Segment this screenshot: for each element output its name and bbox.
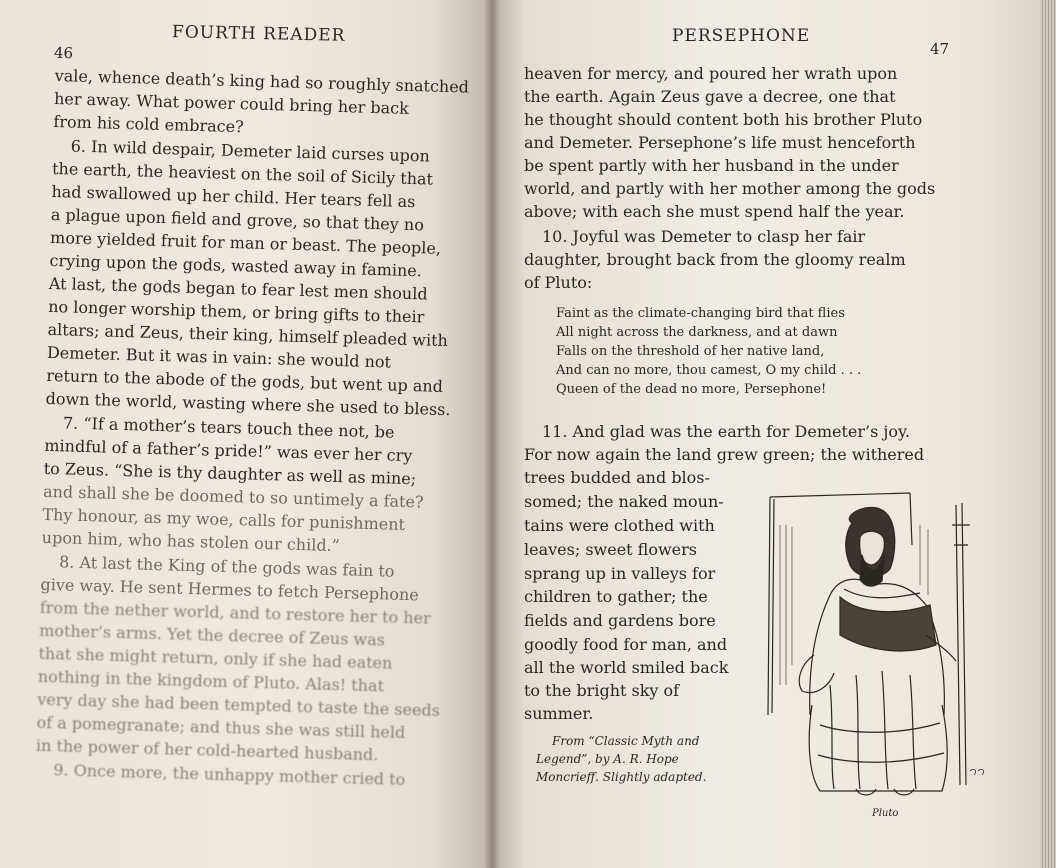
text-line: Demeter. But it was in vain: she would not: [46, 342, 392, 372]
text-line: 10. Joyful was Demeter to clasp her fair: [542, 227, 866, 246]
text-line: all the world smiled back: [524, 658, 729, 677]
text-line: vale, whence death’s king had so roughly snatched: [54, 66, 470, 97]
text-line: her away. What power could bring her back: [53, 88, 410, 118]
text-line: 8. At last the King of the gods was fain to: [58, 552, 395, 581]
text-line: children to gather; the: [524, 587, 708, 606]
text-line: somed; the naked moun-: [524, 492, 724, 511]
text-line: altars; and Zeus, their king, himself pleaded with: [47, 319, 449, 351]
illustration-caption: Pluto: [872, 808, 899, 819]
text-line: 7. “If a mother’s tears touch thee not, be: [62, 413, 395, 442]
text-line: mindful of a father’s pride!” was ever her cry: [44, 435, 413, 466]
left-page: [0, 0, 492, 868]
poem-line: And can no more, thou camest, O my child . . .: [556, 363, 862, 378]
text-line: daughter, brought back from the gloomy realm: [524, 250, 906, 269]
poem-line: All night across the darkness, and at dawn: [556, 325, 838, 340]
text-line: return to the abode of the gods, but went up and: [46, 365, 444, 396]
text-line: from the nether world, and to restore her to her: [39, 597, 431, 628]
right-page: [492, 0, 1040, 868]
left-page-text: [35, 66, 480, 790]
text-line: At last, the gods began to fear lest men should: [48, 273, 428, 304]
text-line: very day she had been tempted to taste the seeds: [37, 689, 441, 720]
text-line: and shall she be doomed to so untimely a fate?: [42, 481, 424, 512]
poem-line: Queen of the dead no more, Persephone!: [556, 382, 827, 397]
text-line: and Demeter. Persephone’s life must henceforth: [524, 133, 916, 152]
text-line: leaves; sweet flowers: [524, 540, 698, 559]
text-line: sprang up in valleys for: [524, 564, 716, 583]
source-credit: From “Classic Myth and: [552, 734, 700, 748]
text-line: he thought should content both his brother Pluto: [524, 110, 923, 129]
text-line: to Zeus. “She is thy daughter as well as mine;: [43, 458, 417, 489]
text-line: 6. In wild despair, Demeter laid curses upon: [70, 136, 431, 166]
text-line: Thy honour, as my woe, calls for punishment: [42, 504, 406, 534]
text-line: in the power of her cold-hearted husband.: [35, 735, 379, 765]
text-line: trees budded and blos-: [524, 468, 710, 487]
text-line: 9. Once more, the unhappy mother cried to: [53, 760, 406, 790]
text-line: from his cold embrace?: [53, 111, 244, 137]
source-credit: Legend”, by A. R. Hope: [536, 752, 679, 766]
right-page-number: 47: [930, 40, 950, 58]
text-line: summer.: [524, 704, 594, 723]
text-line: goodly food for man, and: [524, 635, 728, 654]
text-line: mother’s arms. Yet the decree of Zeus was: [38, 620, 386, 650]
text-line: that she might return, only if she had eaten: [38, 643, 393, 673]
text-line: be spent partly with her husband in the under: [524, 156, 899, 175]
text-line: to the bright sky of: [524, 681, 680, 700]
page-edges: [1040, 0, 1056, 868]
text-line: tains were clothed with: [524, 516, 715, 535]
poem-line: Faint as the climate-changing bird that flies: [556, 306, 845, 321]
pluto-illustration: [760, 485, 988, 803]
text-line: above; with each she must spend half the year.: [524, 202, 905, 221]
text-line: fields and gardens bore: [524, 611, 716, 630]
book-gutter: [484, 0, 500, 868]
text-line: heaven for mercy, and poured her wrath upon: [524, 64, 898, 83]
right-running-head: PERSEPHONE: [672, 26, 811, 46]
left-page-number: 46: [53, 43, 74, 63]
text-line: more yielded fruit for man or beast. The people,: [49, 227, 442, 258]
text-line: world, and partly with her mother among the gods: [524, 179, 936, 198]
text-line: of a pomegranate; and thus she was still held: [36, 712, 406, 743]
text-line: crying upon the gods, wasted away in famine.: [49, 250, 423, 281]
left-running-head: FOURTH READER: [171, 22, 346, 46]
text-line: of Pluto:: [524, 273, 593, 292]
text-line: nothing in the kingdom of Pluto. Alas! that: [37, 666, 385, 696]
text-line: give way. He sent Hermes to fetch Persephone: [40, 574, 420, 605]
text-line: For now again the land grew green; the withered: [524, 445, 925, 464]
text-line: the earth. Again Zeus gave a decree, one that: [524, 87, 896, 106]
poem-line: Falls on the threshold of her native land,: [556, 344, 825, 359]
text-line: a plague upon field and grove, so that they no: [50, 204, 425, 235]
text-line: the earth, the heaviest on the soil of Sicily that: [51, 158, 434, 189]
text-line: down the world, wasting where she used to bless.: [45, 388, 451, 420]
text-line: upon him, who has stolen our child.”: [41, 527, 341, 556]
text-line: no longer worship them, or bring gifts to their: [48, 296, 425, 327]
text-line: 11. And glad was the earth for Demeter’s joy.: [542, 422, 910, 441]
source-credit: Moncrieff. Slightly adapted.: [536, 770, 707, 784]
text-line: had swallowed up her child. Her tears fell as: [51, 181, 416, 212]
